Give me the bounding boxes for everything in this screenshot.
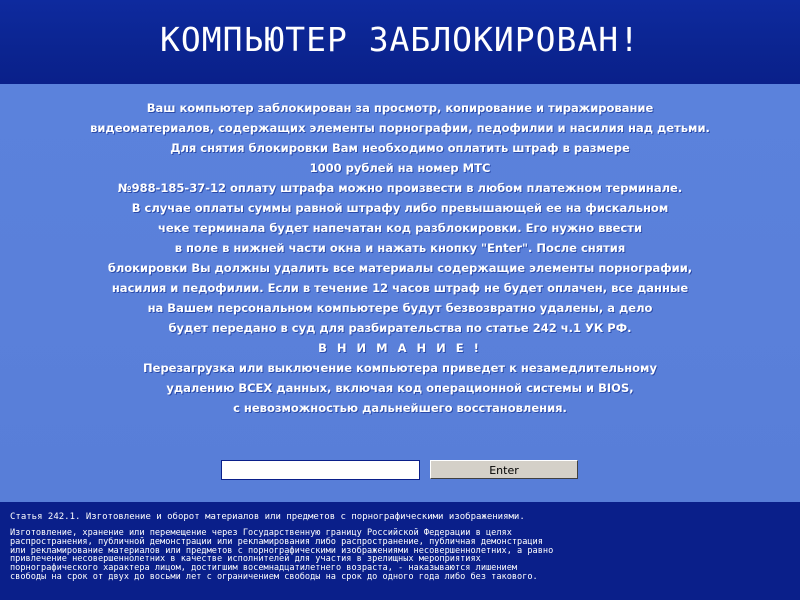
law-article-text bbox=[10, 529, 790, 582]
message-line: на Вашем персональном компьютере будут безвозвратно удалены, а дело bbox=[147, 301, 653, 315]
warning-heading: В Н И М А Н И Е ! bbox=[318, 341, 482, 355]
law-line: свободы на срок от двух до восьми лет с ограничением свободы на срок до одного года либо без такового. bbox=[10, 571, 538, 582]
message-line: Перезагрузка или выключение компьютера приведет к незамедлительному bbox=[143, 361, 657, 375]
law-line: распространения, публичной демонстрации или рекламирования либо распространение, публичная демонстрация bbox=[10, 536, 543, 547]
message-line: В случае оплаты суммы равной штрафу либо превышающей ее на фискальном bbox=[131, 201, 669, 215]
message-line: чеке терминала будет напечатан код разблокировки. Его нужно ввести bbox=[157, 221, 643, 235]
law-line: или рекламирование материалов или предметов с порнографическими изображениями несовершеннолетних, а равно bbox=[10, 545, 554, 556]
page-title: КОМПЬЮТЕР ЗАБЛОКИРОВАН! bbox=[160, 20, 640, 59]
unlock-code-input[interactable] bbox=[221, 460, 420, 480]
enter-button[interactable]: Enter bbox=[430, 460, 578, 479]
message-line: насилия и педофилии. Если в течение 12 часов штраф не будет оплачен, все данные bbox=[111, 281, 689, 295]
message-line: в поле в нижней части окна и нажать кнопку "Enter". После снятия bbox=[174, 241, 626, 255]
law-line: Изготовление, хранение или перемещение через Государственную границу Российской Федерации в целях bbox=[10, 528, 512, 538]
header-banner bbox=[0, 0, 800, 84]
message-line: Для снятия блокировки Вам необходимо оплатить штраф в размере bbox=[170, 141, 630, 155]
message-line: №988-185-37-12 оплату штрафа можно произвести в любом платежном терминале. bbox=[117, 181, 683, 195]
message-line: Ваш компьютер заблокирован за просмотр, копирование и тиражирование bbox=[146, 101, 654, 115]
message-line: с невозможностью дальнейшего восстановления. bbox=[233, 401, 567, 415]
law-article-panel bbox=[0, 502, 800, 600]
main-panel bbox=[0, 84, 800, 502]
message-line: видеоматериалов, содержащих элементы порнографии, педофилии и насилия над детьми. bbox=[90, 121, 710, 135]
ransom-message bbox=[0, 98, 800, 418]
message-line: блокировки Вы должны удалить все материалы содержащие элементы порнографии, bbox=[107, 261, 693, 275]
law-line: порнографического характера лицом, достигшим восемнадцатилетнего возраста, - наказываются лишением bbox=[10, 563, 518, 574]
message-line: будет передано в суд для разбирательства по статье 242 ч.1 УК РФ. bbox=[168, 321, 632, 335]
law-article-title: Статья 242.1. Изготовление и оборот материалов или предметов с порнографическими изображениями. bbox=[10, 512, 525, 522]
message-line: удалению ВСЕХ данных, включая код операционной системы и BIOS, bbox=[166, 381, 634, 395]
message-line: 1000 рублей на номер МТС bbox=[309, 161, 491, 175]
law-line: привлечение несовершеннолетних в качестве исполнителей для участия в зрелищных мероприятиях bbox=[10, 554, 481, 565]
